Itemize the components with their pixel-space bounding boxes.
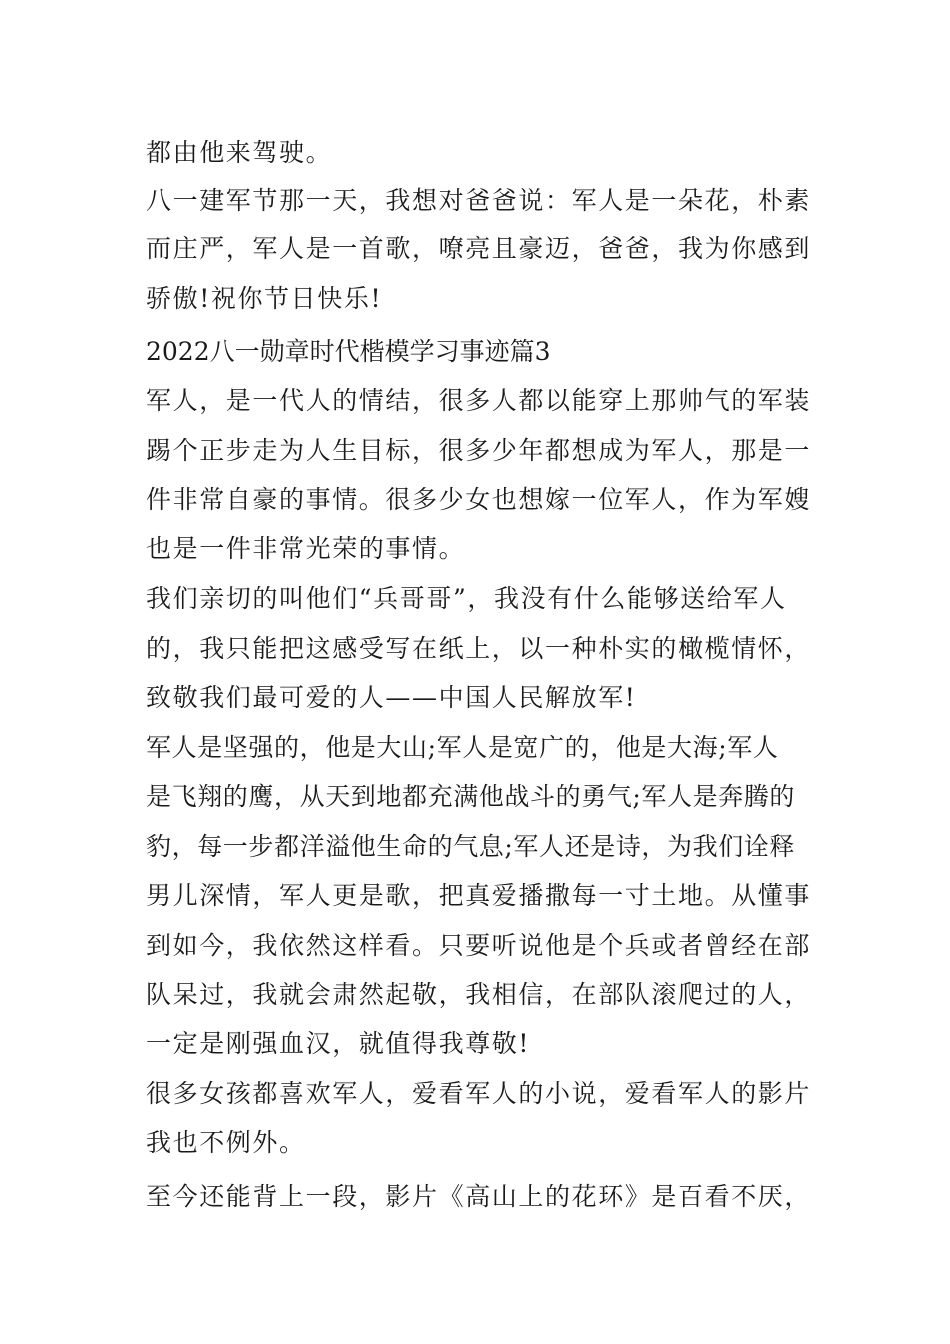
text-line: 都由他来驾驶。 [146, 138, 333, 167]
text-line: 件非常自豪的事情。很多少女也想嫁一位军人，作为军嫂 [146, 485, 812, 514]
text-line: 骄傲!祝你节日快乐! [146, 284, 383, 313]
text-line: 我们亲切的叫他们“兵哥哥”，我没有什么能够送给军人 [146, 584, 787, 613]
text-line: 很多女孩都喜欢军人，爱看军人的小说，爱看军人的影片 [146, 1079, 812, 1108]
text-line: 队呆过，我就会肃然起敬，我相信，在部队滚爬过的人， [146, 980, 812, 1009]
text-line: 军人，是一代人的情结，很多人都以能穿上那帅气的军装 [146, 386, 812, 415]
text-line: 我也不例外。 [146, 1128, 306, 1157]
text-line: 踢个正步走为人生目标，很多少年都想成为军人，那是一 [146, 436, 812, 465]
text-line: 致敬我们最可爱的人——中国人民解放军! [146, 683, 637, 712]
text-line: 至今还能背上一段，影片《高山上的花环》是百看不厌， [146, 1182, 812, 1211]
text-line: 豹，每一步都洋溢他生命的气息;军人还是诗，为我们诠释 [146, 832, 796, 861]
text-line: 是飞翔的鹰，从天到地都充满他战斗的勇气;军人是奔腾的 [146, 782, 796, 811]
text-line: 军人是坚强的，他是大山;军人是宽广的，他是大海;军人 [146, 733, 779, 762]
text-line: 也是一件非常光荣的事情。 [146, 534, 466, 563]
text-line: 一定是刚强血汉，就值得我尊敬! [146, 1029, 531, 1058]
text-line: 八一建军节那一天，我想对爸爸说：军人是一朵花，朴素 [146, 186, 812, 215]
text-line: 男儿深情，军人更是歌，把真爱播撒每一寸土地。从懂事 [146, 881, 812, 910]
text-line: 而庄严，军人是一首歌，嘹亮且豪迈，爸爸，我为你感到 [146, 234, 812, 263]
section-heading: 2022八一勋章时代楷模学习事迹篇3 [146, 337, 551, 366]
text-line: 的，我只能把这感受写在纸上，以一种朴实的橄榄情怀， [146, 634, 812, 663]
text-line: 到如今，我依然这样看。只要听说他是个兵或者曾经在部 [146, 931, 812, 960]
